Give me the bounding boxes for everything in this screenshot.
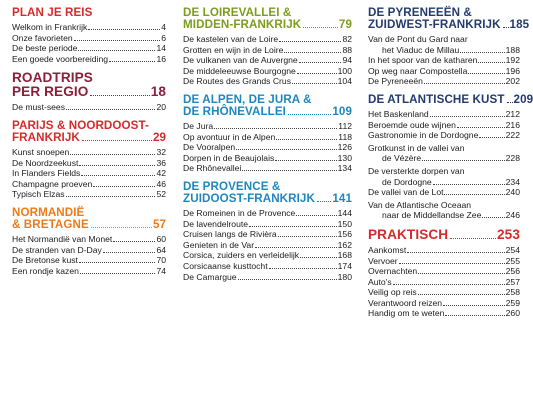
toc-entry[interactable]	[368, 277, 520, 288]
dot-leader	[93, 186, 155, 187]
toc-entry[interactable]	[183, 153, 352, 164]
section-title	[12, 120, 166, 144]
entry-title: De Routes des Grands Crus	[183, 76, 291, 87]
section-page-number: 141	[332, 191, 352, 205]
dot-leader	[503, 27, 509, 28]
dot-leader	[82, 140, 152, 141]
entry-title: De Bretonse kust	[12, 255, 78, 266]
entry-title: Het Baskenland	[368, 108, 429, 119]
dot-leader	[242, 170, 336, 171]
dot-leader	[507, 102, 513, 103]
dot-leader	[288, 114, 331, 115]
dot-leader	[90, 95, 149, 96]
dot-leader	[482, 217, 504, 218]
toc-column-3	[368, 6, 533, 411]
section-title-text: DE ATLANTISCHE KUST	[368, 92, 505, 106]
entry-title: In het spoor van de katharen	[368, 55, 478, 66]
toc-entry[interactable]	[12, 179, 166, 190]
toc-entry[interactable]	[368, 287, 520, 298]
section-title	[12, 207, 166, 231]
dot-leader	[91, 227, 152, 228]
entry-page-number: 82	[342, 34, 352, 44]
dot-leader	[303, 27, 338, 28]
toc-column-2	[183, 7, 352, 411]
toc-section-praktisch	[368, 228, 520, 319]
entry-page-number: 36	[156, 157, 167, 168]
entry-page-number: 260	[505, 308, 520, 319]
entry-title: Aankomst	[368, 244, 407, 255]
section-title-text: NORMANDIË	[12, 205, 85, 219]
dot-leader	[418, 294, 505, 295]
entry-page-number: 162	[337, 239, 352, 250]
section-title	[183, 181, 352, 205]
entry-title: Dorpen in de Beaujolais	[183, 152, 275, 163]
toc-section-atlantische	[368, 92, 533, 221]
dot-leader	[284, 52, 341, 53]
toc-entry[interactable]	[368, 256, 520, 267]
toc-entry[interactable]	[12, 158, 166, 169]
dot-leader	[399, 263, 505, 264]
entry-title: Genieten in de Var	[183, 239, 255, 250]
dot-leader	[468, 73, 504, 74]
entry-title: De Jura	[183, 120, 214, 131]
toc-entry[interactable]	[183, 142, 352, 153]
entry-title: De Pyreneeën	[368, 76, 423, 87]
entry-page-number: 100	[337, 65, 352, 76]
entry-page-number: 20	[156, 102, 167, 113]
section-title-text: & BRETAGNE	[12, 217, 89, 231]
dot-leader	[317, 201, 331, 202]
dot-leader	[275, 160, 336, 161]
toc-entry[interactable]	[368, 298, 520, 309]
dot-leader	[214, 128, 337, 129]
toc-section-pyreneeen	[368, 6, 530, 87]
toc-entry[interactable]	[183, 240, 352, 251]
dot-leader	[424, 83, 505, 84]
dot-leader	[80, 273, 156, 274]
section-title-text: PER REGIO	[12, 84, 89, 100]
section-page-number: 79	[338, 18, 352, 31]
dot-leader	[109, 61, 155, 62]
entry-page-number: 134	[337, 163, 352, 174]
entry-title: Corsicaanse kusttocht	[183, 260, 268, 271]
entry-title: Auto's	[368, 276, 392, 287]
dot-leader	[113, 241, 155, 242]
dot-leader	[81, 175, 155, 176]
dot-leader	[276, 139, 337, 140]
toc-entry[interactable]	[183, 45, 352, 56]
entry-page-number: 52	[156, 189, 167, 200]
dot-leader	[430, 116, 505, 117]
dot-leader	[296, 215, 336, 216]
toc-entry[interactable]	[183, 163, 352, 174]
entry-title: Veilig op reis	[368, 287, 417, 298]
entry-page-number: 180	[337, 271, 352, 282]
entry-title: Verantwoord reizen	[368, 297, 443, 308]
dot-leader	[422, 160, 504, 161]
entry-title: Van de Atlantische Oceaan	[368, 199, 472, 210]
toc-entry[interactable]	[183, 34, 352, 45]
dot-leader	[269, 268, 337, 269]
entry-title: de Dordogne	[382, 176, 432, 187]
entry-title: Beroemde oude wijnen	[368, 119, 456, 130]
section-title-text: PLAN JE REIS	[12, 6, 93, 19]
entry-title: De vulkanen van de Auvergne	[183, 55, 298, 66]
toc-entry[interactable]	[368, 109, 520, 120]
dot-leader	[297, 73, 337, 74]
entry-page-number: 60	[156, 233, 167, 244]
entry-title: Handig om te weten	[368, 308, 445, 319]
toc-entry[interactable]	[183, 229, 352, 240]
entry-title: Een goede voorbereiding	[12, 53, 109, 64]
section-page-number: 18	[150, 84, 167, 100]
entry-page-number: 188	[505, 44, 520, 55]
dot-leader	[292, 83, 337, 84]
toc-entry[interactable]	[368, 55, 520, 66]
entry-title: De vallei van de Lot	[368, 187, 444, 198]
dot-leader	[443, 305, 505, 306]
section-title-text: FRANKRIJK	[12, 130, 80, 144]
entry-title: de Vézère	[382, 153, 422, 164]
toc-entry[interactable]	[183, 121, 352, 132]
entry-page-number: 16	[156, 53, 167, 64]
toc-entry[interactable]	[368, 166, 520, 187]
toc-entry[interactable]	[12, 266, 166, 277]
toc-section-provence	[183, 181, 352, 282]
dot-leader	[278, 236, 337, 237]
toc-section-parijs	[12, 120, 166, 200]
section-title-text: MIDDEN-FRANKRIJK	[183, 18, 302, 31]
section-page-number: 209	[513, 92, 533, 106]
section-title-text: PARIJS & NOORDOOST-	[12, 118, 149, 132]
entry-page-number: 240	[505, 187, 520, 198]
entry-title: De must-sees	[12, 102, 66, 113]
entry-title: De Noordzeekust	[12, 157, 79, 168]
entry-page-number: 6	[161, 32, 167, 43]
entry-page-number: 88	[342, 44, 352, 55]
entry-title: Op avontuur in de Alpen	[183, 131, 276, 142]
entry-title: Grotkunst in de vallei van	[368, 142, 465, 153]
dot-leader	[236, 149, 337, 150]
toc-entry[interactable]	[368, 120, 520, 131]
dot-leader	[445, 315, 504, 316]
toc-entry[interactable]	[183, 219, 352, 230]
toc-section-normandie	[12, 207, 166, 276]
dot-leader	[74, 40, 161, 41]
toc-entry[interactable]	[368, 308, 520, 319]
entry-title: Van de Pont du Gard naar	[368, 34, 468, 44]
entry-title: Het Normandië van Monet	[12, 233, 113, 244]
entry-title: Grotten en wijn in de Loire	[183, 44, 284, 55]
toc-entry[interactable]	[368, 143, 520, 164]
entry-page-number: 192	[505, 55, 520, 66]
toc-entry[interactable]	[368, 76, 520, 87]
entry-page-number: 257	[505, 276, 520, 287]
section-title-text: DE PYRENEEËN &	[368, 6, 472, 19]
entry-page-number: 112	[338, 120, 352, 131]
entry-title: Typisch Elzas	[12, 189, 65, 200]
entry-page-number: 168	[337, 250, 352, 261]
entry-page-number: 126	[337, 142, 352, 153]
entry-title: In Flanders Fields	[12, 168, 81, 179]
entry-page-number: 130	[337, 152, 352, 163]
entry-page-number: 74	[156, 265, 167, 276]
entry-title: Onze favorieten	[12, 32, 73, 43]
toc-entry[interactable]	[183, 76, 352, 87]
entry-page-number: 64	[156, 244, 167, 255]
entry-page-number: 196	[505, 65, 520, 76]
entry-page-number: 234	[505, 176, 520, 187]
toc-section-loire	[183, 7, 352, 87]
entry-title: De beste periode	[12, 43, 78, 54]
entry-title: Gastronomie in de Dordogne	[368, 130, 479, 141]
entry-page-number: 258	[505, 287, 520, 298]
entry-page-number: 42	[156, 168, 167, 179]
toc-entry[interactable]	[183, 250, 352, 261]
entry-title: De Romeinen in de Provence	[183, 207, 296, 218]
toc-column-1	[12, 7, 166, 411]
entry-title: De middeleeuwse Bourgogne	[183, 65, 296, 76]
entry-title: Cruisen langs de Rivièra	[183, 229, 277, 240]
entry-title: Kunst snoepen	[12, 146, 70, 157]
section-title-text: ZUIDWEST-FRANKRIJK	[368, 18, 501, 31]
section-title	[368, 228, 520, 242]
entry-page-number: 228	[505, 153, 520, 164]
section-title-text: DE ALPEN, DE JURA &	[183, 92, 312, 106]
dot-leader	[457, 127, 505, 128]
entry-page-number: 216	[505, 119, 520, 130]
toc-entry[interactable]	[12, 43, 166, 54]
section-page-number: 185	[509, 18, 530, 31]
dot-leader	[88, 29, 160, 30]
section-page-number: 253	[497, 226, 520, 242]
toc-entry[interactable]	[12, 255, 166, 266]
entry-page-number: 255	[505, 255, 520, 266]
entry-page-number: 150	[337, 218, 352, 229]
entry-title: Corsica, zuiders en verleidelijk	[183, 250, 300, 261]
entry-title: Welkom in Frankrijk	[12, 22, 88, 32]
dot-leader	[238, 279, 337, 280]
entry-title: De kastelen van de Loire	[183, 34, 279, 44]
toc-section-plan-je-reis	[12, 7, 166, 64]
dot-leader	[103, 252, 156, 253]
toc-entry[interactable]	[368, 130, 520, 141]
toc-entry[interactable]	[183, 55, 352, 66]
entry-title: De stranden van D-Day	[12, 244, 102, 255]
entry-title: De Rhônevallei	[183, 163, 242, 174]
dot-leader	[407, 252, 504, 253]
entry-page-number: 202	[505, 76, 520, 87]
dot-leader	[300, 257, 337, 258]
dot-leader	[444, 194, 504, 195]
section-title-text: DE RHÔNEVALLEI	[183, 104, 287, 118]
toc-entry[interactable]	[183, 132, 352, 143]
entry-page-number: 259	[505, 297, 520, 308]
toc-entry[interactable]	[368, 34, 520, 55]
toc-entry[interactable]	[368, 187, 520, 198]
section-title	[183, 94, 352, 118]
entry-title: De lavendelroute	[183, 218, 249, 229]
toc-entry[interactable]	[12, 102, 166, 113]
section-title	[12, 7, 166, 19]
section-title	[12, 71, 166, 99]
toc-entry[interactable]	[12, 168, 166, 179]
toc-entry[interactable]	[368, 200, 520, 221]
toc-entry[interactable]	[368, 66, 520, 77]
toc-entry[interactable]	[183, 261, 352, 272]
section-page-number: 29	[152, 130, 167, 144]
entry-page-number: 222	[505, 130, 520, 141]
section-title	[368, 92, 533, 106]
entry-page-number: 254	[505, 244, 520, 255]
toc-entry[interactable]	[368, 266, 520, 277]
dot-leader	[433, 184, 505, 185]
entry-title: De versterkte dorpen van	[368, 165, 465, 176]
entry-title: De Camargue	[183, 271, 237, 282]
entry-title: het Viaduc de Millau	[382, 44, 460, 55]
toc-entry[interactable]	[12, 33, 166, 44]
entry-title: Een rondje kazen	[12, 265, 79, 276]
dot-leader	[78, 50, 155, 51]
entry-title: Op weg naar Compostella	[368, 65, 468, 76]
toc-entry[interactable]	[12, 189, 166, 200]
entry-page-number: 212	[505, 108, 520, 119]
section-title-text: ZUIDOOST-FRANKRIJK	[183, 191, 315, 205]
entry-title: Champagne proeven	[12, 178, 93, 189]
section-title-text: DE LOIREVALLEI &	[183, 6, 292, 19]
entry-page-number: 104	[337, 76, 352, 87]
entry-page-number: 70	[156, 255, 167, 266]
dot-leader	[66, 109, 155, 110]
dot-leader	[79, 165, 155, 166]
dot-leader	[450, 238, 496, 239]
section-title-text: ROADTRIPS	[12, 70, 93, 86]
dot-leader	[478, 62, 504, 63]
entry-page-number: 46	[156, 178, 167, 189]
entry-page-number: 174	[337, 260, 352, 271]
entry-page-number: 118	[338, 131, 352, 142]
section-page-number: 57	[152, 217, 167, 231]
dot-leader	[249, 226, 337, 227]
dot-leader	[460, 52, 504, 53]
section-title-text: DE PROVENCE &	[183, 179, 281, 193]
toc-section-roadtrips	[12, 71, 166, 113]
dot-leader	[79, 262, 156, 263]
entry-title: Vervoer	[368, 255, 398, 266]
toc-entry[interactable]	[12, 234, 166, 245]
toc-entry[interactable]	[183, 272, 352, 283]
entry-page-number: 4	[161, 22, 167, 32]
dot-leader	[255, 247, 337, 248]
entry-page-number: 14	[156, 43, 167, 54]
toc-section-alpen	[183, 94, 352, 174]
toc-entry[interactable]	[12, 245, 166, 256]
toc-entry[interactable]	[183, 66, 352, 77]
dot-leader	[393, 284, 505, 285]
toc-entry[interactable]	[12, 22, 166, 33]
section-title	[368, 6, 530, 31]
entry-page-number: 32	[156, 146, 167, 157]
entry-title: naar de Middellandse Zee	[382, 210, 482, 221]
dot-leader	[70, 154, 155, 155]
entry-page-number: 246	[505, 210, 520, 221]
toc-entry[interactable]	[12, 147, 166, 158]
section-title	[183, 7, 352, 31]
section-title-text: PRAKTISCH	[368, 226, 449, 242]
dot-leader	[418, 273, 504, 274]
dot-leader	[299, 62, 342, 63]
toc-entry[interactable]	[12, 54, 166, 65]
dot-leader	[279, 41, 341, 42]
entry-page-number: 256	[505, 266, 520, 277]
entry-page-number: 156	[337, 229, 352, 240]
entry-page-number: 144	[337, 207, 352, 218]
section-page-number: 109	[332, 104, 352, 118]
entry-title: Overnachten	[368, 266, 418, 277]
toc-entry[interactable]	[368, 245, 520, 256]
entry-title: De Vooralpen	[183, 142, 236, 153]
entry-page-number: 94	[342, 55, 352, 66]
dot-leader	[66, 196, 156, 197]
toc-entry[interactable]	[183, 208, 352, 219]
dot-leader	[479, 137, 504, 138]
